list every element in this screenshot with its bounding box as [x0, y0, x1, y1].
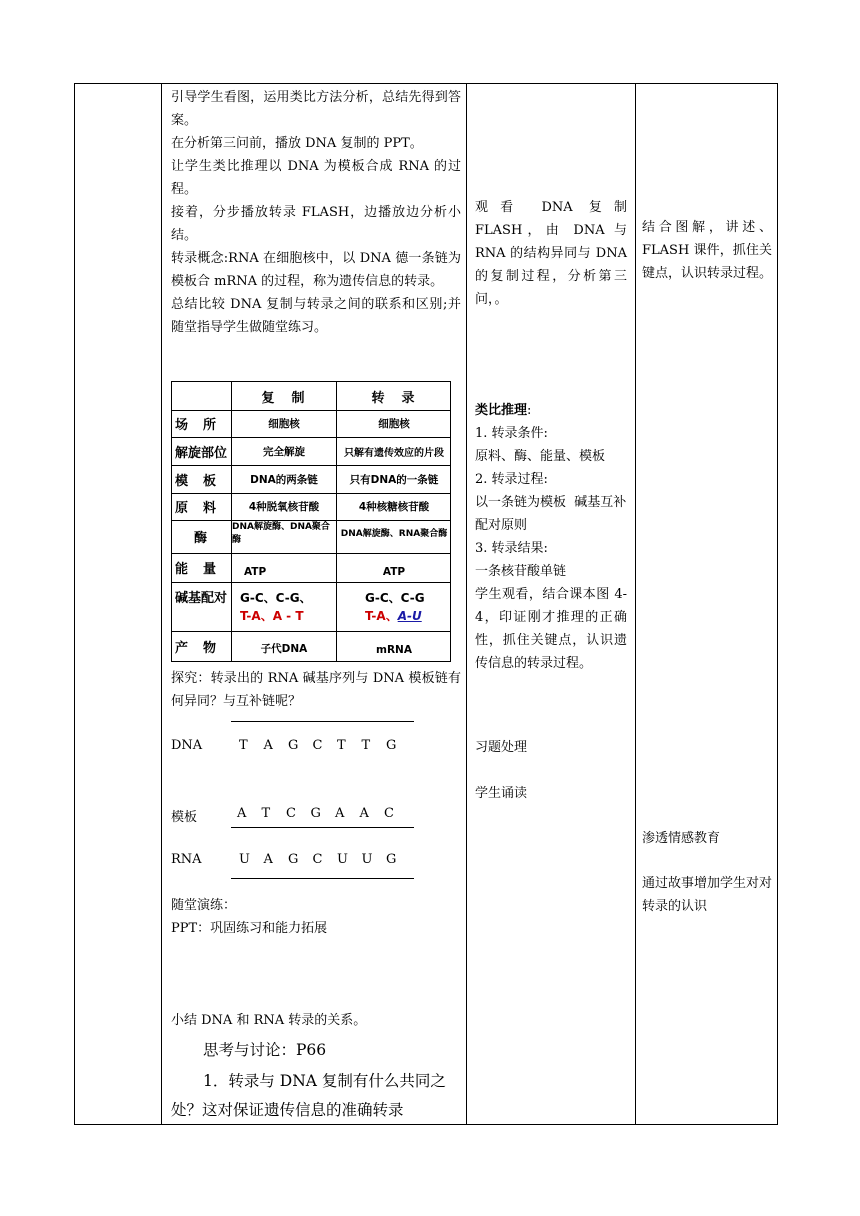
- explore-question: [171, 667, 461, 713]
- table-row: [172, 520, 450, 554]
- base-pairing-transcription: [337, 582, 479, 631]
- table-row: [172, 410, 450, 438]
- base: C: [312, 738, 323, 753]
- base: G: [288, 738, 299, 753]
- table-row: [172, 631, 450, 661]
- row-label: 模 板: [175, 473, 218, 489]
- paragraph: 2. 转录过程:: [475, 472, 548, 487]
- table-row: [172, 553, 450, 583]
- paragraph: 引导学生看图，运用类比方法分析，总结先得到答案。: [171, 90, 461, 128]
- design-intent-story: 通过故事增加学生对对转录的认识: [642, 876, 773, 914]
- base: G: [310, 806, 321, 821]
- paragraph: 小结 DNA 和 RNA 转录的关系。: [171, 1013, 367, 1028]
- practice-block: [171, 894, 461, 940]
- rna-bases: [239, 852, 411, 867]
- cell: 4种脱氧核苷酸: [248, 501, 320, 513]
- row-label: 产 物: [175, 640, 218, 656]
- base: T: [361, 738, 371, 753]
- pair-line: T-A、A - T: [240, 608, 304, 623]
- row-label: 原 料: [175, 501, 218, 516]
- sequence-label: RNA: [171, 852, 202, 867]
- sequence-label: DNA: [171, 738, 203, 753]
- template-bases: [237, 806, 409, 821]
- paragraph: 3. 转录结果:: [475, 541, 548, 556]
- paragraph: 接着，分步播放转录 FLASH，边播放边分析小结。: [171, 205, 461, 243]
- cell: 只有DNA的一条链: [349, 473, 439, 486]
- cell: DNA的两条链: [250, 473, 318, 486]
- student-watch: 观看 DNA 复制 FLASH，由 DNA 与 RNA 的结构异同与 DNA 的复制过程，分析第三问，。: [475, 200, 627, 307]
- cell: DNA解旋酶、RNA聚合酶: [340, 528, 448, 539]
- sequence-rule: [231, 827, 414, 828]
- row-label: 解旋部位: [175, 445, 228, 461]
- base: A: [359, 806, 369, 821]
- column-divider: [635, 84, 636, 1124]
- sequence-label: 模板: [171, 810, 198, 825]
- discussion-title: 思考与讨论：P66: [203, 1041, 327, 1059]
- rna-sequence-row: [75, 852, 465, 872]
- base: A: [263, 738, 273, 753]
- base: T: [261, 806, 271, 821]
- analogy-title: 类比推理: [475, 403, 528, 418]
- base: U: [239, 852, 250, 867]
- paragraph: 以一条链为模板 碱基互补配对原则: [475, 495, 627, 533]
- paragraph: 原料、酶、能量、模板: [475, 449, 606, 464]
- analogy-block: [475, 399, 627, 675]
- design-intent-emotion: 渗透情感教育: [642, 831, 721, 846]
- paragraph: 1. 转录条件:: [475, 426, 548, 441]
- base: U: [361, 852, 373, 867]
- row-label: 能 量: [175, 562, 218, 577]
- cell: 4种核糖核苷酸: [358, 501, 430, 513]
- summary: [171, 1009, 461, 1032]
- paragraph: 探究：转录出的 RNA 碱基序列与 DNA 模板链有何异同？与互补链呢？: [171, 671, 461, 709]
- base: G: [288, 852, 299, 867]
- cell: 细胞核: [268, 418, 300, 430]
- base: A: [335, 806, 345, 821]
- base: A: [263, 852, 273, 867]
- paragraph: 转录概念:RNA 在细胞核中，以 DNA 德一条链为模板合 mRNA 的过程，称为遗传信息的转录。: [171, 251, 461, 289]
- cell: 子代DNA: [260, 642, 308, 655]
- base: C: [312, 852, 323, 867]
- table-row: [172, 437, 450, 466]
- base: G: [386, 852, 397, 867]
- pair-line: G-C、C-G: [365, 590, 425, 605]
- row-label: 场 所: [175, 418, 218, 433]
- paragraph: 随堂演练：: [171, 898, 237, 913]
- paragraph: 总结比较 DNA 复制与转录之间的联系和区别;并随堂指导学生做随堂练习。: [171, 297, 461, 335]
- cell: 完全解旋: [263, 445, 305, 458]
- cell: DNA解旋酶、DNA聚合酶: [232, 522, 330, 545]
- recite-label: 学生诵读: [475, 786, 528, 801]
- row-label: 酶: [193, 531, 208, 546]
- exercise-label: 习题处理: [475, 740, 528, 755]
- paragraph: 让学生类比推理以 DNA 为模板合成 RNA 的过程。: [171, 159, 461, 197]
- base: T: [337, 738, 346, 753]
- sequence-rule: [231, 878, 414, 879]
- colon: :: [527, 403, 532, 418]
- base: C: [384, 806, 394, 821]
- paragraph: 一条核苷酸单链: [475, 564, 567, 579]
- paragraph: PPT：巩固练习和能力拓展: [171, 921, 328, 936]
- sequence-rule: [231, 721, 414, 722]
- template-sequence-row: [75, 806, 465, 826]
- dna-sequence-row: [75, 738, 465, 758]
- cell: ATP: [244, 565, 267, 578]
- header-replication: 复 制: [261, 390, 307, 406]
- discussion-question: 1．转录与 DNA 复制有什么共同之处？这对保证遗传信息的准确转录: [171, 1072, 446, 1119]
- pair-highlight: A-U: [397, 608, 422, 623]
- header-transcription: 转 录: [371, 390, 417, 406]
- design-intent-explain: 结合图解，讲述、FLASH 课件，抓住关键点，认识转录过程。: [642, 220, 773, 281]
- paragraph: 在分析第三问前，播放 DNA 复制的 PPT。: [171, 136, 423, 151]
- table-row: [172, 582, 450, 632]
- lesson-table: [74, 83, 778, 1125]
- table-row: [172, 465, 450, 494]
- dna-bases: [239, 738, 411, 753]
- base: G: [386, 738, 397, 753]
- paragraph: 学生观看，结合课本图 4-4，印证刚才推理的正确性，抓住关键点，认识遗传信息的转录过程。: [475, 587, 627, 671]
- cell: 只解有遗传效应的片段: [344, 447, 444, 459]
- pair-line: T-A、: [365, 608, 398, 623]
- pair-line: G-C、C-G、: [240, 590, 312, 605]
- table-row: [172, 382, 450, 411]
- base: A: [237, 806, 247, 821]
- base: T: [239, 738, 248, 753]
- base: U: [337, 852, 348, 867]
- cell: 细胞核: [378, 418, 410, 430]
- row-label: 碱基配对: [175, 590, 228, 606]
- base: C: [286, 806, 296, 821]
- cell: ATP: [382, 565, 406, 578]
- column-divider: [161, 84, 162, 1124]
- teacher-activity-column: [171, 86, 461, 339]
- table-row: [172, 493, 450, 521]
- cell: mRNA: [376, 644, 412, 656]
- base-pairing-replication: [232, 582, 344, 631]
- replication-transcription-comparison-table: [171, 381, 451, 662]
